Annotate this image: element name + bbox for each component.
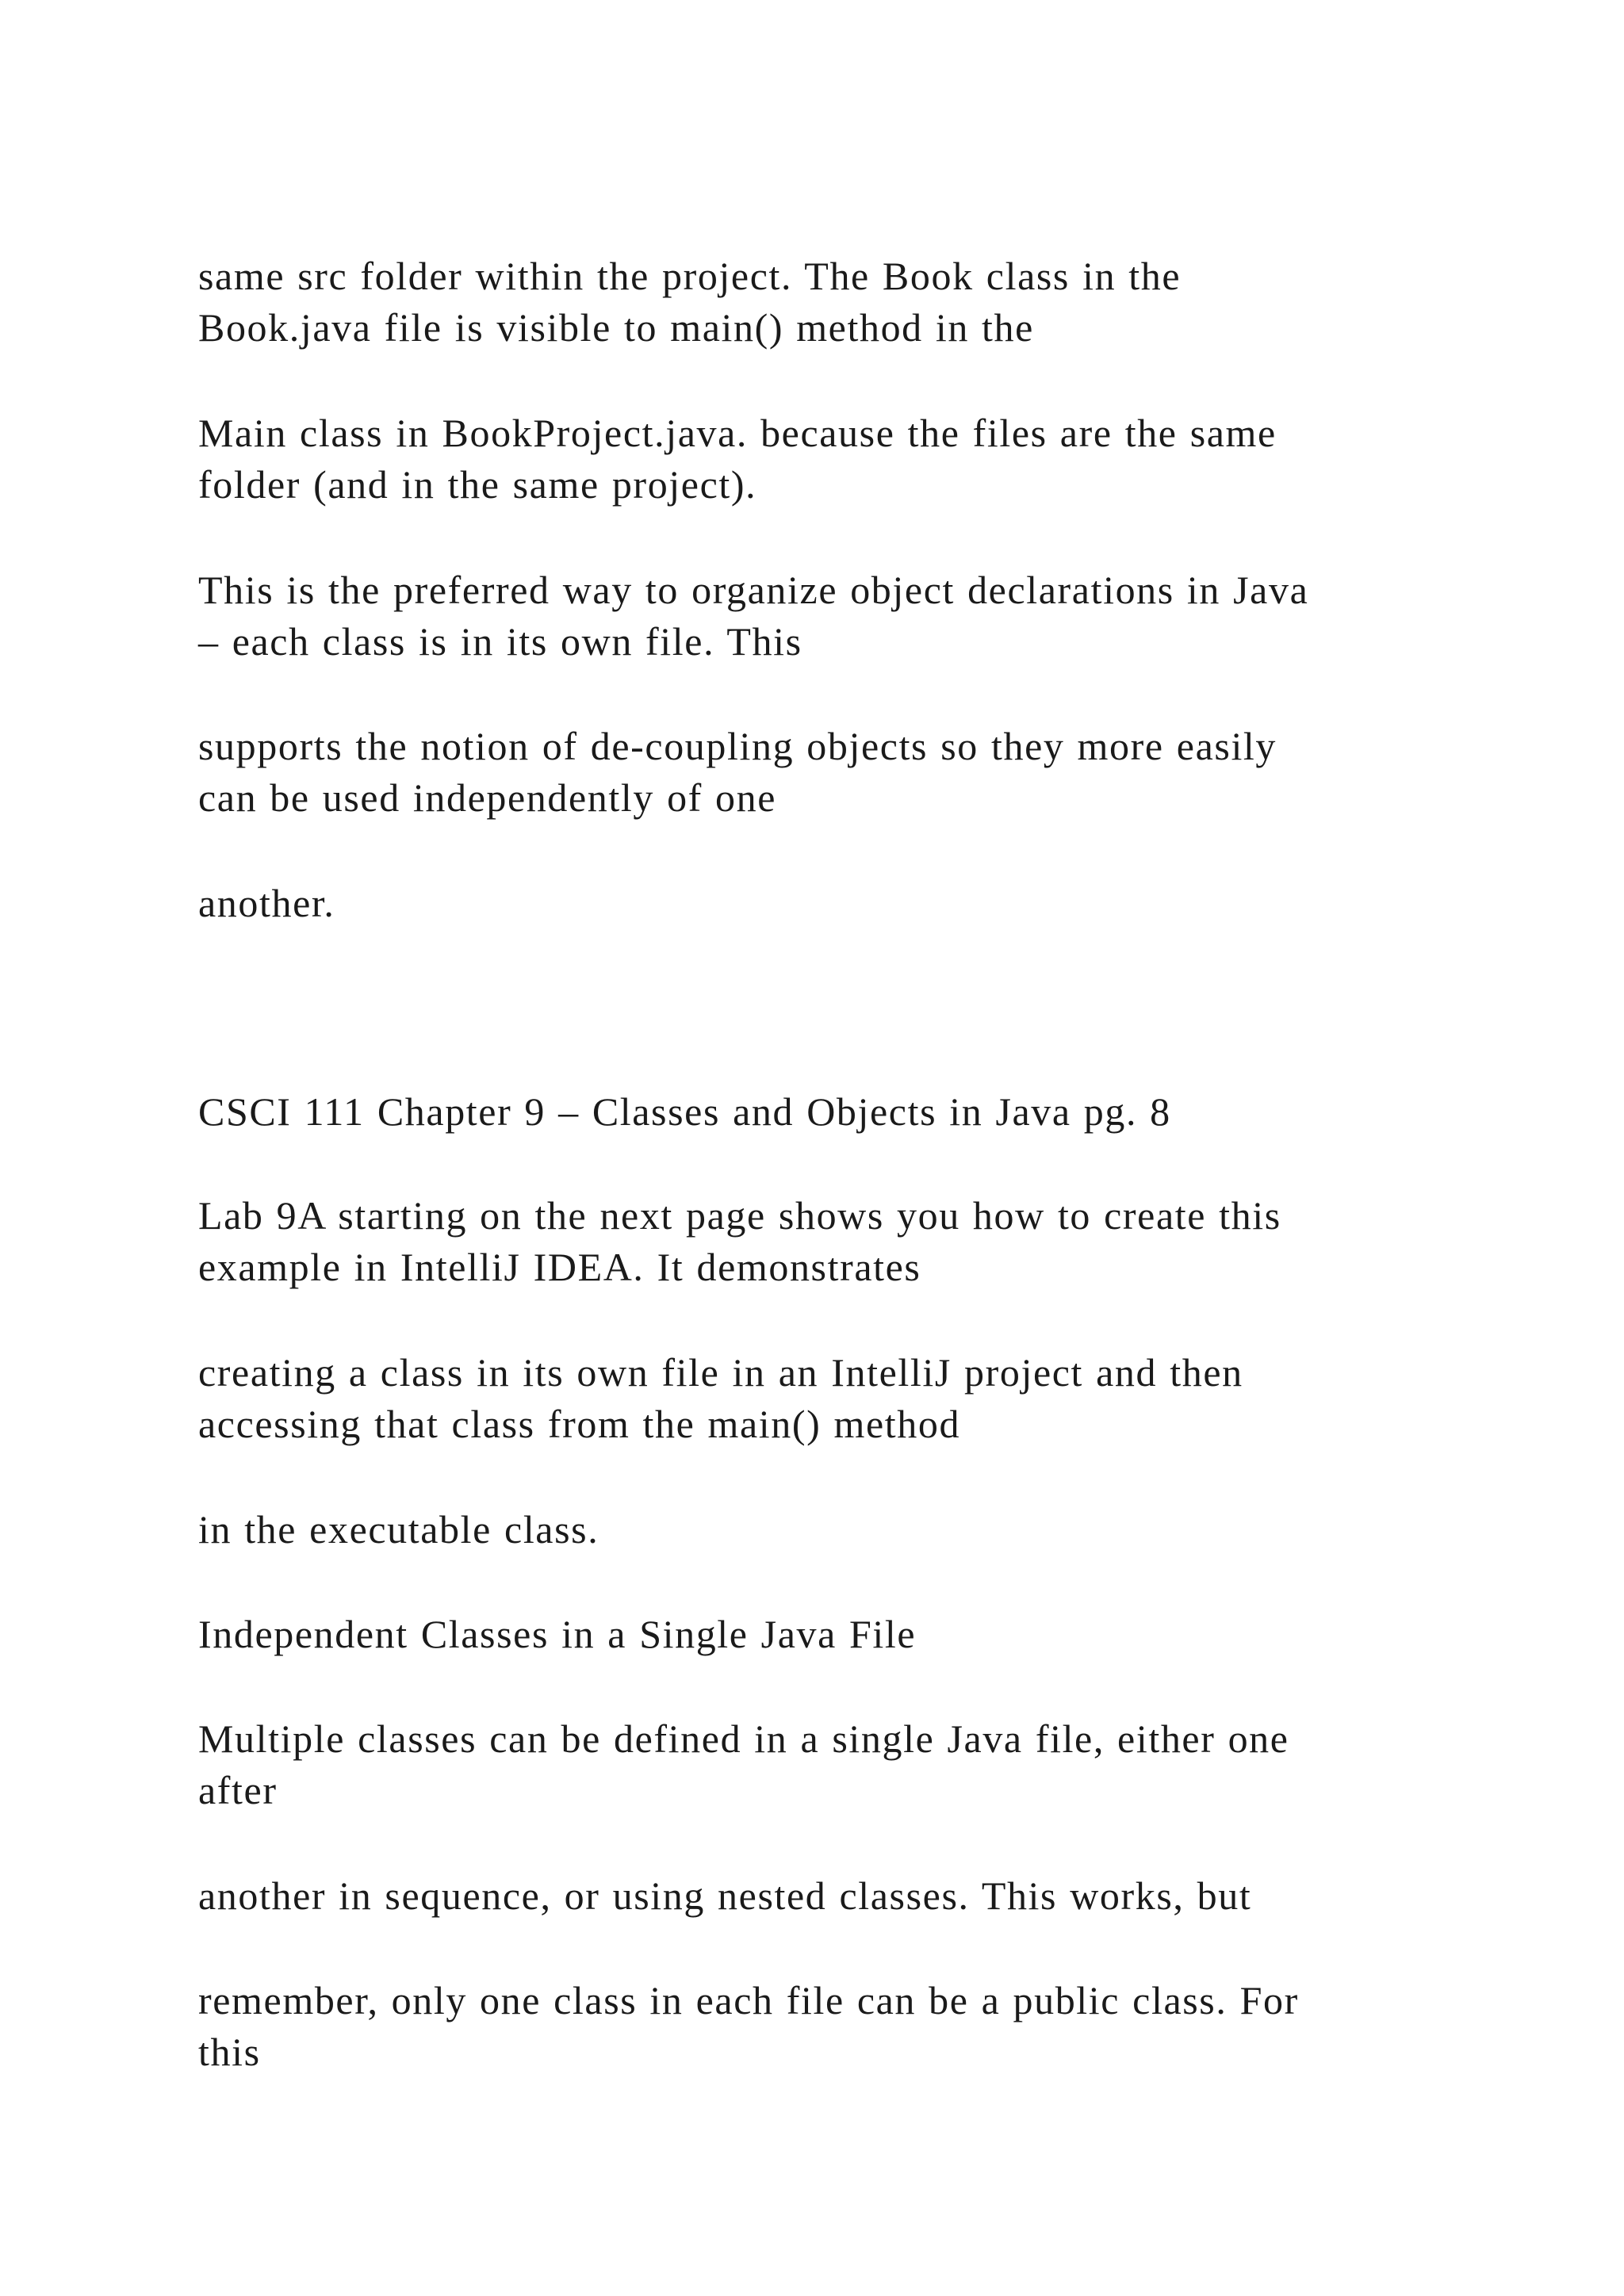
text-line: in the executable class. [198,1507,599,1552]
text-line: Multiple classes can be defined in a single Java file, either one [198,1716,1289,1761]
text-line: another. [198,881,335,925]
text-line: – each class is in its own file. This [198,619,802,664]
page-header: CSCI 111 Chapter 9 – Classes and Objects in Java pg. 8 [198,1089,1171,1134]
text-line: same src folder within the project. The Book class in the [198,254,1182,298]
text-line: Book.java file is visible to main() method in the [198,305,1034,350]
text-line: creating a class in its own file in an IntelliJ project and then [198,1350,1243,1395]
text-line: this [198,2030,261,2074]
text-line: This is the preferred way to organize object declarations in Java [198,568,1309,612]
text-line: another in sequence, or using nested classes. This works, but [198,1873,1252,1918]
text-line: folder (and in the same project). [198,462,757,507]
text-line: Lab 9A starting on the next page shows you how to create this [198,1193,1281,1238]
text-line: example in IntelliJ IDEA. It demonstrates [198,1245,921,1289]
text-line: after [198,1768,278,1812]
text-line: Main class in BookProject.java. because the files are the same [198,411,1277,455]
text-line: accessing that class from the main() method [198,1402,961,1446]
text-line: can be used independently of one [198,775,777,820]
text-line: supports the notion of de-coupling objects so they more easily [198,724,1277,768]
text-line: remember, only one class in each file can be a public class. For [198,1978,1299,2022]
section-heading: Independent Classes in a Single Java File [198,1612,917,1656]
